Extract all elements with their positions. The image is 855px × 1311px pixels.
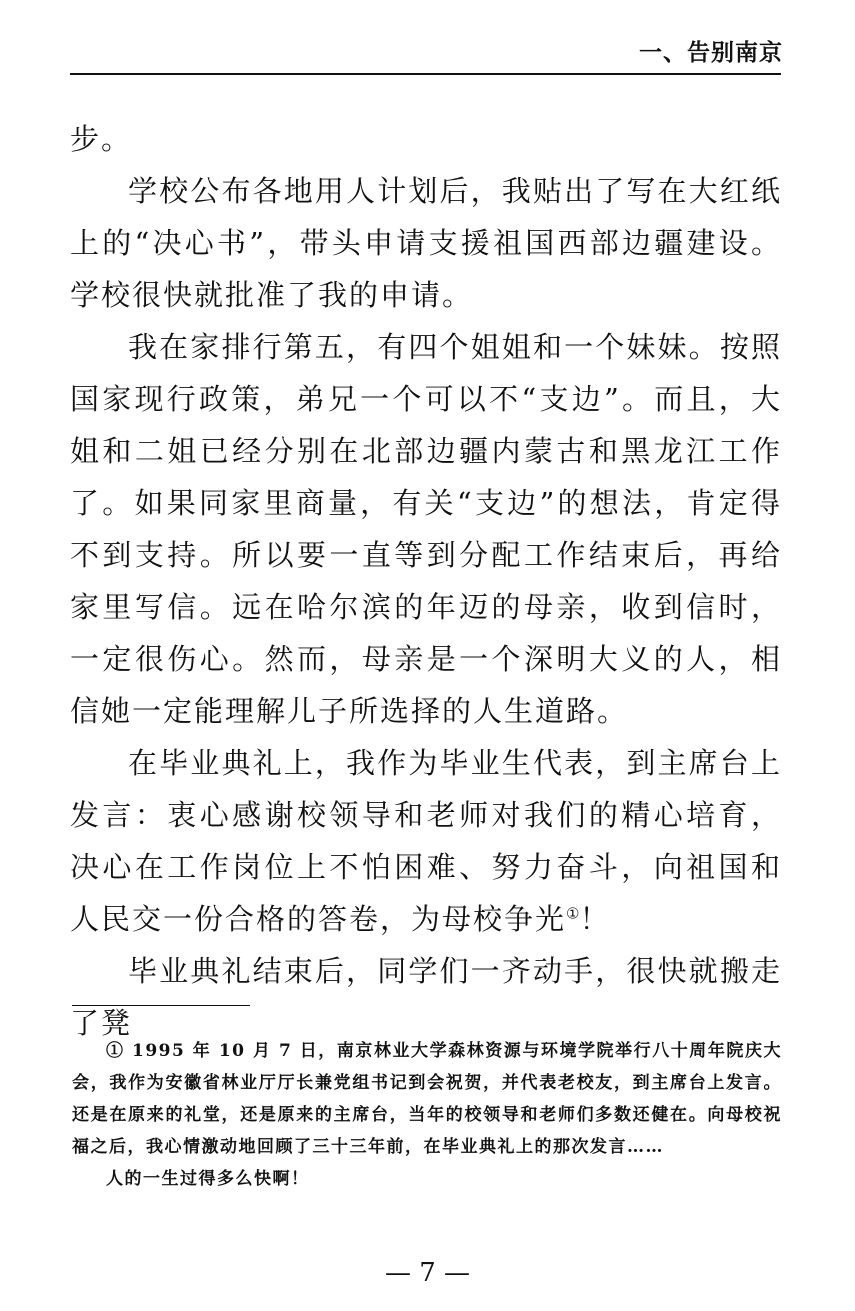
running-header-title: 一、告别南京 bbox=[639, 40, 783, 66]
footnote-1: ① 1995 年 10 月 7 日，南京林业大学森林资源与环境学院举行八十周年院庆大会，我作为安徽省林业厅厅长兼党组书记到会祝贺，并代表老校友，到主席台上发言。还是在原来的礼堂，还是原来的主席台，当年的校领导和老师们多数还健在。向母校祝福之后，我心情激动地回顾了三十三年前，在毕业典礼上的那次发言…… bbox=[72, 1041, 782, 1157]
paragraph: 步。 bbox=[70, 122, 133, 156]
paragraph-text: 在毕业典礼上，我作为毕业生代表，到主席台上发言：衷心感谢校领导和老师对我们的精心培育，决心在工作岗位上不怕困难、努力奋斗，向祖国和人民交一份合格的答卷，为母校争光 bbox=[70, 746, 782, 936]
paragraph: 毕业典礼结束后，同学们一齐动手，很快就搬走了凳 bbox=[70, 954, 782, 1040]
paragraph: 我在家排行第五，有四个姐姐和一个妹妹。按照国家现行政策，弟兄一个可以不“支边”。而且，大姐和二姐已经分别在北部边疆内蒙古和黑龙江工作了。如果同家里商量，有关“支边”的想法，肯定得不到支持。所以要一直等到分配工作结束后，再给家里写信。远在哈尔滨的年迈的母亲，收到信时，一定很伤心。然而，母亲是一个深明大义的人，相信她一定能理解儿子所选择的人生道路。 bbox=[70, 330, 782, 728]
footnote-closing-line: 人的一生过得多么快啊！ bbox=[106, 1169, 310, 1189]
page-number: — 7 — bbox=[384, 1258, 471, 1288]
footnotes bbox=[72, 1035, 782, 1195]
header-rule bbox=[70, 73, 781, 75]
paragraph bbox=[70, 737, 782, 945]
footnote-reference: ① bbox=[566, 904, 580, 923]
footnote-rule bbox=[72, 1005, 250, 1006]
paragraph: 学校公布各地用人计划后，我贴出了写在大红纸上的“决心书”，带头申请支援祖国西部边疆建设。学校很快就批准了我的申请。 bbox=[70, 174, 782, 312]
body-text bbox=[70, 113, 782, 1049]
paragraph-end-punct: ！ bbox=[579, 902, 611, 936]
